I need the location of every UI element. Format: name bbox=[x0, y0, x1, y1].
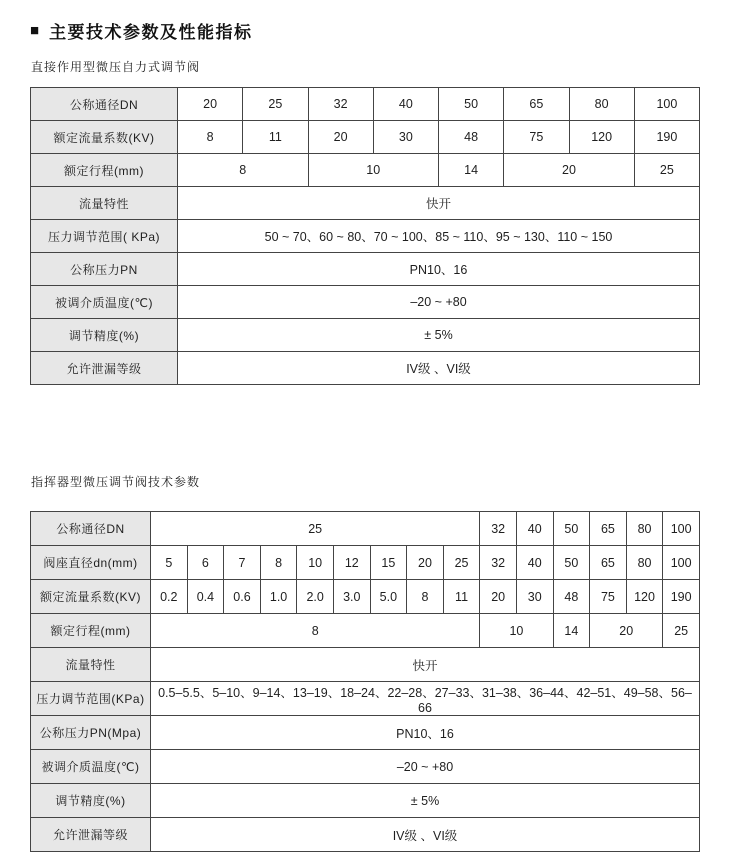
row-label: 公称压力PN bbox=[31, 253, 178, 286]
row-label: 压力调节范围(KPa) bbox=[31, 682, 151, 716]
value-cell: 50 bbox=[439, 88, 504, 121]
row-label: 调节精度(%) bbox=[31, 319, 178, 352]
value-cell: 8 bbox=[178, 154, 309, 187]
table-row bbox=[31, 88, 700, 121]
value-cell: 10 bbox=[308, 154, 439, 187]
value-cell: 20 bbox=[308, 121, 373, 154]
value-cell: 32 bbox=[480, 546, 517, 580]
value-cell: 20 bbox=[480, 580, 517, 614]
value-cell: 25 bbox=[443, 546, 480, 580]
direct-acting-valve-table bbox=[30, 87, 700, 385]
value-cell: PN10、16 bbox=[151, 716, 700, 750]
section-header bbox=[30, 18, 701, 43]
value-cell: 50 bbox=[553, 512, 590, 546]
value-cell: 75 bbox=[590, 580, 627, 614]
value-cell: 快开 bbox=[151, 648, 700, 682]
value-cell: 20 bbox=[178, 88, 243, 121]
row-label: 公称通径DN bbox=[31, 88, 178, 121]
row-label: 压力调节范围( KPa) bbox=[31, 220, 178, 253]
value-cell: 65 bbox=[504, 88, 569, 121]
row-label: 允许泄漏等级 bbox=[31, 352, 178, 385]
table1-caption: 直接作用型微压自力式调节阀 bbox=[31, 60, 201, 74]
value-cell: 190 bbox=[663, 580, 700, 614]
value-cell: 190 bbox=[634, 121, 699, 154]
pilot-operated-valve-table bbox=[30, 511, 700, 852]
value-cell: 32 bbox=[308, 88, 373, 121]
value-cell: 30 bbox=[373, 121, 438, 154]
value-cell: 100 bbox=[663, 512, 700, 546]
value-cell: 0.5–5.5、5–10、9–14、13–19、18–24、22–28、27–33、31–38、36–44、42–51、49–58、56–66 bbox=[151, 682, 700, 716]
table-row bbox=[31, 512, 700, 546]
row-label: 调节精度(%) bbox=[31, 784, 151, 818]
table-row bbox=[31, 648, 700, 682]
value-cell: 80 bbox=[626, 546, 663, 580]
table-row bbox=[31, 187, 700, 220]
row-label: 阀座直径dn(mm) bbox=[31, 546, 151, 580]
value-cell: 100 bbox=[634, 88, 699, 121]
value-cell: 25 bbox=[663, 614, 700, 648]
value-cell: 32 bbox=[480, 512, 517, 546]
table-row bbox=[31, 546, 700, 580]
value-cell: 40 bbox=[516, 512, 553, 546]
value-cell: 48 bbox=[439, 121, 504, 154]
value-cell: 3.0 bbox=[333, 580, 370, 614]
value-cell: ± 5% bbox=[178, 319, 700, 352]
table-row bbox=[31, 818, 700, 852]
table-row bbox=[31, 784, 700, 818]
value-cell: 8 bbox=[260, 546, 297, 580]
value-cell: 11 bbox=[443, 580, 480, 614]
row-label: 额定流量系数(KV) bbox=[31, 121, 178, 154]
row-label: 额定流量系数(KV) bbox=[31, 580, 151, 614]
value-cell: 80 bbox=[569, 88, 634, 121]
page-title: 主要技术参数及性能指标 bbox=[49, 23, 253, 42]
value-cell: ± 5% bbox=[151, 784, 700, 818]
table-row bbox=[31, 750, 700, 784]
table-row bbox=[31, 614, 700, 648]
value-cell: 11 bbox=[243, 121, 308, 154]
value-cell: 2.0 bbox=[297, 580, 334, 614]
row-label: 公称通径DN bbox=[31, 512, 151, 546]
value-cell: IV级 、VI级 bbox=[178, 352, 700, 385]
row-label: 额定行程(mm) bbox=[31, 154, 178, 187]
value-cell: 15 bbox=[370, 546, 407, 580]
value-cell: 40 bbox=[516, 546, 553, 580]
value-cell: 20 bbox=[407, 546, 444, 580]
value-cell: 30 bbox=[516, 580, 553, 614]
table-row bbox=[31, 319, 700, 352]
table-row bbox=[31, 286, 700, 319]
value-cell: 12 bbox=[333, 546, 370, 580]
table-row bbox=[31, 154, 700, 187]
value-cell: 25 bbox=[243, 88, 308, 121]
table-row bbox=[31, 220, 700, 253]
value-cell: 6 bbox=[187, 546, 224, 580]
value-cell: 80 bbox=[626, 512, 663, 546]
value-cell: 14 bbox=[439, 154, 504, 187]
value-cell: 10 bbox=[297, 546, 334, 580]
value-cell: 50 bbox=[553, 546, 590, 580]
table2-caption: 指挥器型微压调节阀技术参数 bbox=[31, 475, 201, 489]
value-cell: 8 bbox=[407, 580, 444, 614]
value-cell: 65 bbox=[590, 512, 627, 546]
value-cell: –20 ~ +80 bbox=[151, 750, 700, 784]
section-bullet-icon: ■ bbox=[30, 22, 40, 39]
value-cell: IV级 、VI级 bbox=[151, 818, 700, 852]
value-cell: 40 bbox=[373, 88, 438, 121]
row-label: 额定行程(mm) bbox=[31, 614, 151, 648]
value-cell: 10 bbox=[480, 614, 553, 648]
row-label: 被调介质温度(℃) bbox=[31, 750, 151, 784]
value-cell: 65 bbox=[590, 546, 627, 580]
value-cell: 20 bbox=[590, 614, 663, 648]
value-cell: 100 bbox=[663, 546, 700, 580]
table-row bbox=[31, 253, 700, 286]
value-cell: 0.2 bbox=[151, 580, 188, 614]
value-cell: 48 bbox=[553, 580, 590, 614]
value-cell: 快开 bbox=[178, 187, 700, 220]
value-cell: 7 bbox=[224, 546, 261, 580]
value-cell: 50 ~ 70、60 ~ 80、70 ~ 100、85 ~ 110、95 ~ 130、110 ~ 150 bbox=[178, 220, 700, 253]
row-label: 公称压力PN(Mpa) bbox=[31, 716, 151, 750]
value-cell: 75 bbox=[504, 121, 569, 154]
row-label: 被调介质温度(℃) bbox=[31, 286, 178, 319]
value-cell: 20 bbox=[504, 154, 635, 187]
row-label: 允许泄漏等级 bbox=[31, 818, 151, 852]
value-cell: 5.0 bbox=[370, 580, 407, 614]
value-cell: 1.0 bbox=[260, 580, 297, 614]
table-row bbox=[31, 682, 700, 716]
value-cell: 5 bbox=[151, 546, 188, 580]
value-cell: 120 bbox=[626, 580, 663, 614]
row-label: 流量特性 bbox=[31, 187, 178, 220]
value-cell: 14 bbox=[553, 614, 590, 648]
value-cell: 120 bbox=[569, 121, 634, 154]
table-row bbox=[31, 580, 700, 614]
table-row bbox=[31, 121, 700, 154]
value-cell: 8 bbox=[151, 614, 480, 648]
table-row bbox=[31, 352, 700, 385]
value-cell: 8 bbox=[178, 121, 243, 154]
row-label: 流量特性 bbox=[31, 648, 151, 682]
value-cell: 0.4 bbox=[187, 580, 224, 614]
value-cell: 0.6 bbox=[224, 580, 261, 614]
value-cell: 25 bbox=[151, 512, 480, 546]
value-cell: 25 bbox=[634, 154, 699, 187]
value-cell: –20 ~ +80 bbox=[178, 286, 700, 319]
table-row bbox=[31, 716, 700, 750]
value-cell: PN10、16 bbox=[178, 253, 700, 286]
